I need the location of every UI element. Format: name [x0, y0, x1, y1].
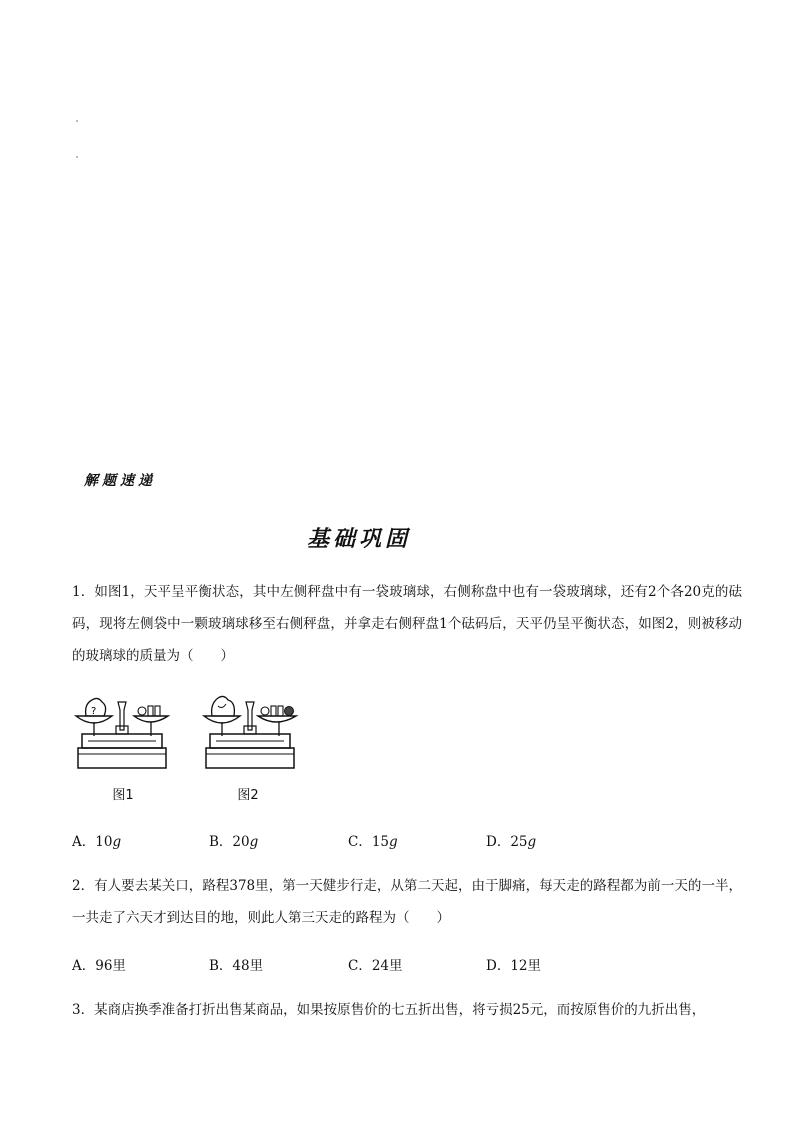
balance-figure-1 — [72, 690, 172, 775]
option-d[interactable]: D．12里 — [486, 958, 542, 974]
option-a[interactable]: A．96里 — [72, 958, 126, 974]
option-a[interactable]: A．10g — [72, 834, 122, 850]
svg-text:?: ? — [91, 706, 97, 717]
question-2-options — [72, 954, 742, 974]
balance-scale-icon — [200, 690, 300, 775]
question-2-text: 2．有人要去某关口，路程378里，第一天健步行走，从第二天起，由于脚痛，每天走的路程都为前一天的一半，一共走了六天才到达目的地，则此人第三天走的路程为（ ） — [72, 878, 742, 926]
page-mark-dot — [76, 156, 78, 158]
page-title: 基础巩固 — [306, 526, 411, 552]
question-1-options — [72, 830, 742, 850]
option-b[interactable]: B．20g — [209, 834, 259, 850]
figure-2-label: 图2 — [237, 788, 259, 803]
balance-figure-2 — [200, 690, 300, 775]
page-mark-dot — [76, 120, 78, 122]
balance-scale-icon — [72, 690, 172, 775]
option-c[interactable]: C．24里 — [348, 958, 403, 974]
section-label: 解题速递 — [84, 473, 156, 489]
option-b[interactable]: B．48里 — [209, 958, 264, 974]
question-3-text: 3．某商店换季准备打折出售某商品，如果按原售价的七五折出售，将亏损25元，而按原售价的九折出售， — [72, 1002, 706, 1018]
question-1-text: 1．如图1，天平呈平衡状态，其中左侧秤盘中有一袋玻璃球，右侧称盘中也有一袋玻璃球，还有2个各20克的砝码，现将左侧袋中一颗玻璃球移至右侧秤盘，并拿走右侧秤盘1个砝码后，天平仍呈平衡状态，如图2，则被移动的玻璃球的质量为（ ） — [72, 584, 742, 664]
figure-1-label: 图1 — [112, 788, 134, 803]
option-c[interactable]: C．15g — [348, 834, 398, 850]
option-d[interactable]: D．25g — [486, 834, 537, 850]
